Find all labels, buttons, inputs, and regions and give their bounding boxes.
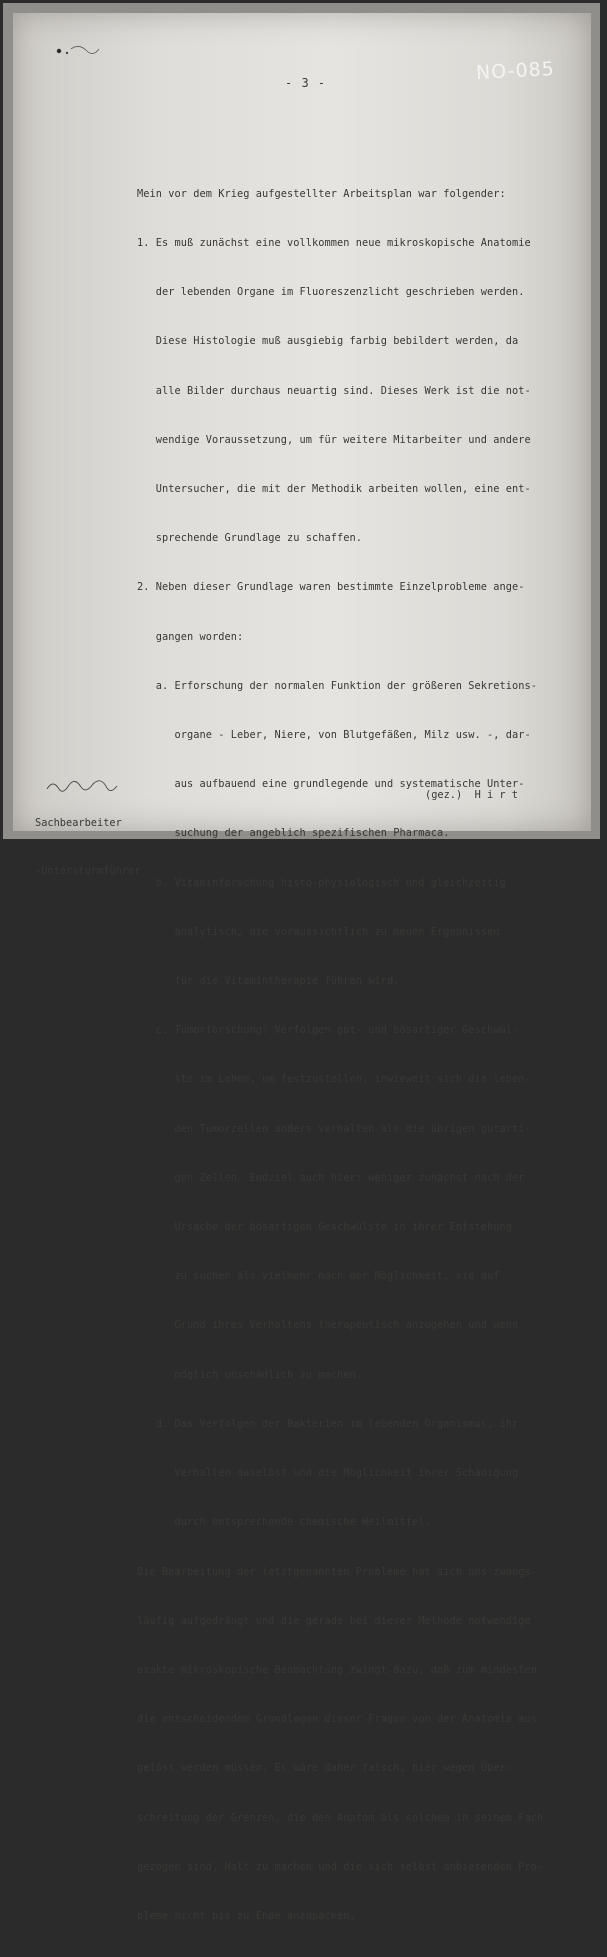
body-line: exakte mikroskopische Beobachtung zwingt dazu, daß zum mindesten (137, 1663, 537, 1676)
signature-rank: -Untersturmführer (35, 865, 141, 877)
body-line: gezogen sind, Halt zu machen und die sich selbst anbietenden Pro- (137, 1860, 544, 1873)
body-line: Mein vor dem Krieg aufgestellter Arbeitsplan war folgender: (137, 187, 506, 200)
document-page (13, 13, 591, 1922)
body-line: Diese Histologie muß ausgiebig farbig bebildert werden, da (137, 335, 519, 348)
signature-block-left (35, 783, 175, 911)
body-line: Verhalten daselbst und die Möglichkeit ihrer Schädigung (137, 1467, 519, 1480)
page-number: - 3 - (285, 76, 327, 90)
body-line: möglich unschädlich zu machen. (137, 1368, 362, 1381)
body-line: ste im Leben, um festzustellen, inwieweit sich die leben- (137, 1073, 531, 1086)
body-line: gen Zellen. Endziel auch hier: weniger zunächst nach der (137, 1171, 525, 1184)
body-line: analytisch, die voraussichtlich zu neuen Ergebnissen (137, 925, 500, 938)
body-line: 1. Es muß zunächst eine vollkommen neue mikroskopische Anatomie (137, 237, 531, 250)
body-line: d. Das Verfolgen der Bakterien im lebenden Organismus, ihr (137, 1417, 519, 1430)
document-id-stamp: NO-085 (475, 57, 556, 85)
body-line: Die Bearbeitung der letztgenannten Probleme hat sich uns zwangs- (137, 1565, 537, 1578)
body-line: durch entsprechende chemische Heilmittel. (137, 1516, 431, 1529)
body-line: Grund ihres Verhaltens therapeutisch anzugehen und wenn (137, 1319, 519, 1332)
body-line: alle Bilder durchaus neuartig sind. Dieses Werk ist die not- (137, 384, 531, 397)
body-line: der lebenden Organe im Fluoreszenzlicht geschrieben werden. (137, 286, 525, 299)
body-line: organe - Leber, Niere, von Blutgefäßen, Milz usw. -, dar- (137, 729, 531, 742)
signature-name: (gez.) H i r t (425, 789, 518, 801)
signature-title: Sachbearbeiter (35, 817, 122, 829)
pin-hole-mark-icon (53, 41, 101, 63)
body-line: den Tumorzellen anders verhalten als die übrigen gutarti- (137, 1122, 531, 1135)
body-line: schreitung der Grenzen, die den Anatom als solchem in seinem Fach (137, 1811, 544, 1824)
body-line: für die Vitamintherapie führen wird. (137, 975, 400, 988)
body-line: bleme nicht bis zu Ende anzupacken. (137, 1909, 356, 1922)
body-line: läufig aufgedrängt und die gerade bei dieser Methode notwendige (137, 1614, 531, 1627)
body-line: 2. Neben dieser Grundlage waren bestimmte Einzelprobleme ange- (137, 581, 525, 594)
body-line: gangen worden: (137, 630, 244, 643)
scan-frame (3, 3, 600, 1922)
letter-body (137, 153, 607, 1957)
body-line: a. Erforschung der normalen Funktion der größeren Sekretions- (137, 679, 537, 692)
body-line: sprechende Grundlage zu schaffen. (137, 532, 362, 545)
body-line: aus aufbauend eine grundlegende und systematische Unter- (137, 778, 525, 791)
body-line: wendige Voraussetzung, um für weitere Mitarbeiter und andere (137, 433, 531, 446)
body-line: c. Tumorforschung: Verfolgen gut- und bösartiger Geschwül- (137, 1024, 519, 1037)
body-line: b. Vitaminforschung histo-physiologisch und gleichzeitig (137, 876, 506, 889)
body-line: die entscheidenden Grundlagen dieser Fragen von der Anatomie aus (137, 1713, 537, 1726)
body-line: zu suchen als vielmehr nach der Möglichkeit, sie auf (137, 1270, 500, 1283)
body-line: Ursache der bösartigen Geschwülste in ihrer Entstehung (137, 1221, 512, 1234)
body-line: Untersucher, die mit der Methodik arbeiten wollen, eine ent- (137, 483, 531, 496)
body-line: gelöst werden müssen. Es wäre daher falsch, hier wegen Über- (137, 1762, 512, 1775)
body-line: suchung der angeblich spezifischen Pharmaca. (137, 827, 450, 840)
